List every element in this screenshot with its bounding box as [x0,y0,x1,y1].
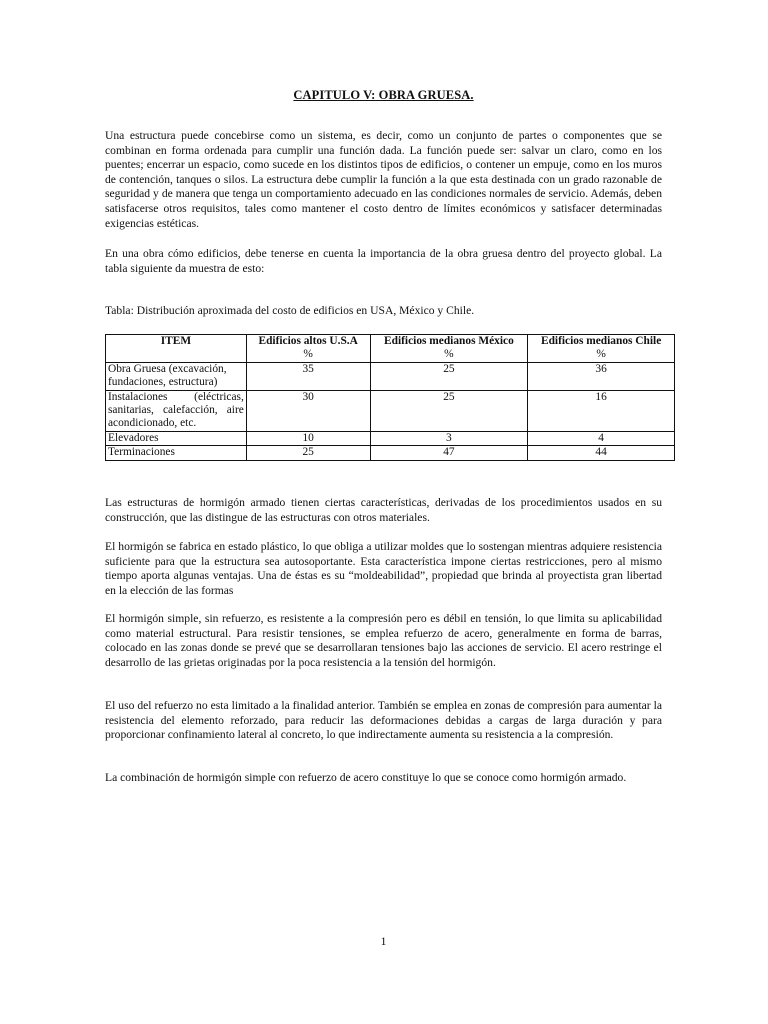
cell-mexico: 25 [370,362,528,390]
chapter-title: CAPITULO V: OBRA GRUESA. [293,88,474,102]
table-header-row [106,335,675,363]
header-mexico-unit: % [444,348,454,361]
header-usa-unit: % [303,348,313,361]
paragraph-reinforcement-use: El uso del refuerzo no esta limitado a la finalidad anterior. También se emplea en zonas de compresión para aumentar la resistencia del elemento reforzado, para reducir las deformaciones debidas a cargas de larga duración y para proporcionar confinamiento lateral al concreto, lo que indirectamente aumenta su resistencia a la compresión. [105,699,662,742]
cell-item: Instalaciones (eléctricas, sanitarias, calefacción, aire acondicionado, etc. [106,390,247,431]
paragraph-obra-gruesa: En una obra cómo edificios, debe tenerse en cuenta la importancia de la obra gruesa dentro del proyecto global. La tabla siguiente da muestra de esto: [105,247,662,275]
header-usa [246,335,370,363]
cell-mexico: 25 [370,390,528,431]
header-usa-label: Edificios altos U.S.A [258,335,358,347]
table-caption: Tabla: Distribución aproximada del costo de edificios en USA, México y Chile. [105,304,475,317]
table-row [106,446,675,460]
cell-usa: 10 [246,431,370,445]
header-mexico-label: Edificios medianos México [384,335,514,347]
cost-distribution-table [105,334,675,461]
paragraph-plastic-state: El hormigón se fabrica en estado plástico, lo que obliga a utilizar moldes que lo sostengan mientras adquiere resistencia suficiente para que la estructura sea autosoportante. Esta característica impone ciertas restricciones, pero al mismo tiempo aporta algunas ventajas. Una de éstas es su “moldeabilidad”, propiedad que brinda al proyectista gran libertad en la elección de las formas [105,540,662,597]
paragraph-simple-concrete: El hormigón simple, sin refuerzo, es resistente a la compresión pero es débil en tensión, lo que limita su aplicabilidad como material estructural. Para resistir tensiones, se emplea refuerzo de acero, generalmente en forma de barras, colocado en las zonas donde se prevé que se desarrollaran tensiones bajo las acciones de servicio. El acero restringe el desarrollo de las grietas originadas por la poca resistencia a la tensión del hormigón. [105,612,662,669]
cell-item: Terminaciones [106,446,247,460]
header-chile [528,335,675,363]
cell-chile: 16 [528,390,675,431]
paragraph-intro: Una estructura puede concebirse como un sistema, es decir, como un conjunto de partes o componentes que se combinan en forma ordenada para cumplir una función dada. La función puede ser: salvar un claro, como en los puentes; encerrar un espacio, como sucede en los distintos tipos de edificios, o contener un empuje, como en los muros de contención, tanques o silos. La estructura debe cumplir la función a la que esta destinada con un grado razonable de seguridad y de manera que tenga un comportamiento adecuado en las condiciones normales de servicio. Además, deben satisfacerse otros requisitos, tales como mantener el costo dentro de límites económicos y satisfacer determinadas exigencias estéticas. [105,129,662,230]
cell-item: Obra Gruesa (excavación, fundaciones, estructura) [106,362,247,390]
table-row [106,431,675,445]
paragraph-reinforced-concrete: La combinación de hormigón simple con refuerzo de acero constituye lo que se conoce como hormigón armado. [105,771,627,784]
cell-item: Elevadores [106,431,247,445]
cell-chile: 4 [528,431,675,445]
cell-usa: 30 [246,390,370,431]
cell-chile: 36 [528,362,675,390]
table-row [106,390,675,431]
cell-mexico: 47 [370,446,528,460]
header-item-label: ITEM [160,335,192,347]
cell-usa: 25 [246,446,370,460]
cell-mexico: 3 [370,431,528,445]
cell-chile: 44 [528,446,675,460]
page-number: 1 [380,934,387,948]
header-chile-label: Edificios medianos Chile [541,335,662,347]
header-mexico [370,335,528,363]
cell-usa: 35 [246,362,370,390]
header-item [106,335,247,363]
paragraph-characteristics: Las estructuras de hormigón armado tienen ciertas características, derivadas de los procedimientos usados en su construcción, que las distingue de las estructuras con otros materiales. [105,496,662,524]
header-chile-unit: % [596,348,606,361]
table-row [106,362,675,390]
